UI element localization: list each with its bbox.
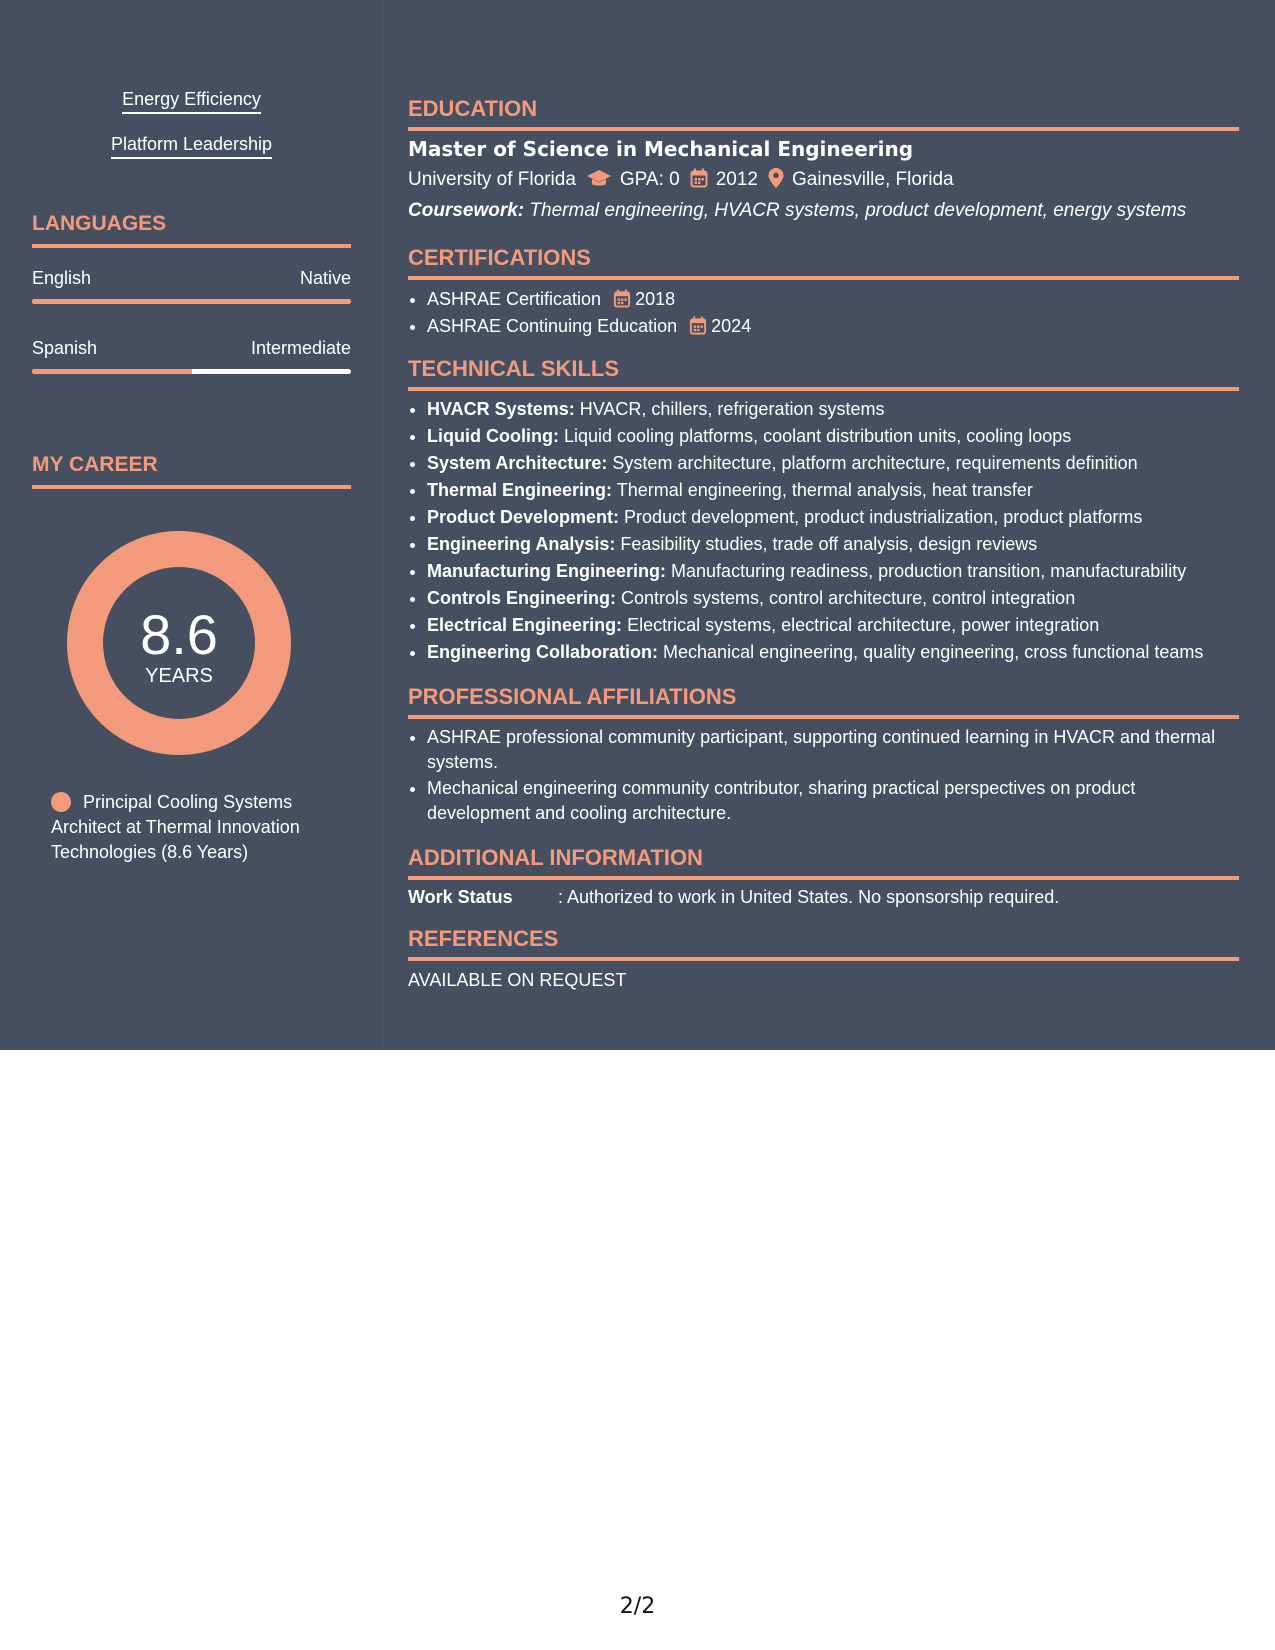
list-item: • Product Development: Product development, product industrialization, product platforms bbox=[427, 504, 1239, 531]
career-years-label: YEARS bbox=[145, 665, 213, 687]
work-status-label: Work Status bbox=[408, 887, 513, 907]
list-item: • Mechanical engineering community contributor, sharing practical perspectives on product development and cooling architecture. bbox=[427, 776, 1239, 826]
language-bar bbox=[32, 369, 351, 374]
career-dot-icon bbox=[51, 792, 71, 812]
skill-tag: Energy Efficiency bbox=[32, 88, 351, 110]
work-status bbox=[408, 885, 1059, 909]
language-row bbox=[32, 337, 351, 359]
skills-heading: TECHNICAL SKILLS bbox=[408, 356, 1239, 391]
list-item: • Thermal Engineering: Thermal engineering, thermal analysis, heat transfer bbox=[427, 477, 1239, 504]
list-item: • ASHRAE Continuing Education 2024 bbox=[427, 313, 1239, 340]
languages-heading: LANGUAGES bbox=[32, 211, 351, 248]
list-item: • Manufacturing Engineering: Manufacturing readiness, production transition, manufacturability bbox=[427, 558, 1239, 585]
degree-title: Master of Science in Mechanical Engineering bbox=[408, 137, 914, 161]
list-item: • ASHRAE Certification 2018 bbox=[427, 286, 1239, 313]
career-heading: MY CAREER bbox=[32, 452, 351, 489]
language-bar-fill bbox=[32, 299, 351, 304]
language-row bbox=[32, 267, 351, 289]
career-years-value: 8.6 bbox=[140, 603, 218, 666]
work-status-value: : Authorized to work in United States. No sponsorship required. bbox=[558, 887, 1060, 907]
list-item: • Liquid Cooling: Liquid cooling platforms, coolant distribution units, cooling loops bbox=[427, 423, 1239, 450]
calendar-icon bbox=[690, 168, 708, 188]
list-item: • Engineering Analysis: Feasibility studies, trade off analysis, design reviews bbox=[427, 531, 1239, 558]
education-heading: EDUCATION bbox=[408, 96, 1239, 131]
additional-info-heading: ADDITIONAL INFORMATION bbox=[408, 845, 1239, 880]
list-item: • ASHRAE professional community participant, supporting continued learning in HVACR and thermal systems. bbox=[427, 725, 1239, 775]
list-item: • Engineering Collaboration: Mechanical engineering, quality engineering, cross functional teams bbox=[427, 639, 1239, 666]
column-divider bbox=[382, 0, 383, 1050]
gpa: GPA: 0 bbox=[619, 169, 680, 190]
education-details bbox=[408, 168, 1239, 192]
affiliations-heading: PROFESSIONAL AFFILIATIONS bbox=[408, 684, 1239, 719]
affiliations-list bbox=[408, 725, 1239, 827]
language-name: English bbox=[32, 268, 92, 288]
calendar-icon bbox=[689, 316, 707, 335]
graduation-year: 2012 bbox=[715, 169, 759, 190]
language-name: Spanish bbox=[32, 338, 98, 358]
graduation-cap-icon bbox=[586, 168, 612, 188]
school-name: University of Florida bbox=[408, 169, 576, 190]
references-heading: REFERENCES bbox=[408, 926, 1239, 961]
skills-list bbox=[408, 396, 1239, 666]
certifications-list bbox=[408, 286, 1239, 340]
language-level: Native bbox=[299, 268, 351, 288]
coursework bbox=[408, 199, 1239, 223]
language-bar-fill bbox=[32, 369, 192, 374]
certifications-heading: CERTIFICATIONS bbox=[408, 245, 1239, 280]
list-item: • Electrical Engineering: Electrical systems, electrical architecture, power integration bbox=[427, 612, 1239, 639]
coursework-label: Coursework: bbox=[408, 200, 525, 221]
language-level: Intermediate bbox=[250, 338, 351, 358]
location-pin-icon bbox=[768, 168, 784, 188]
language-bar bbox=[32, 299, 351, 304]
references-text: AVAILABLE ON REQUEST bbox=[408, 970, 627, 990]
sidebar bbox=[32, 0, 351, 1050]
career-entry: Principal Cooling Systems Architect at Thermal Innovation Technologies (8.6 Years) bbox=[51, 792, 300, 862]
list-item: • System Architecture: System architecture, platform architecture, requirements definition bbox=[427, 450, 1239, 477]
page-number: 2/2 bbox=[619, 1594, 656, 1619]
list-item: • HVACR Systems: HVACR, chillers, refrigeration systems bbox=[427, 396, 1239, 423]
skill-tag: Platform Leadership bbox=[32, 133, 351, 155]
calendar-icon bbox=[613, 289, 631, 308]
list-item: • Controls Engineering: Controls systems, control architecture, control integration bbox=[427, 585, 1239, 612]
school-location: Gainesville, Florida bbox=[792, 169, 954, 190]
coursework-text: Thermal engineering, HVACR systems, product development, energy systems bbox=[529, 200, 1187, 221]
